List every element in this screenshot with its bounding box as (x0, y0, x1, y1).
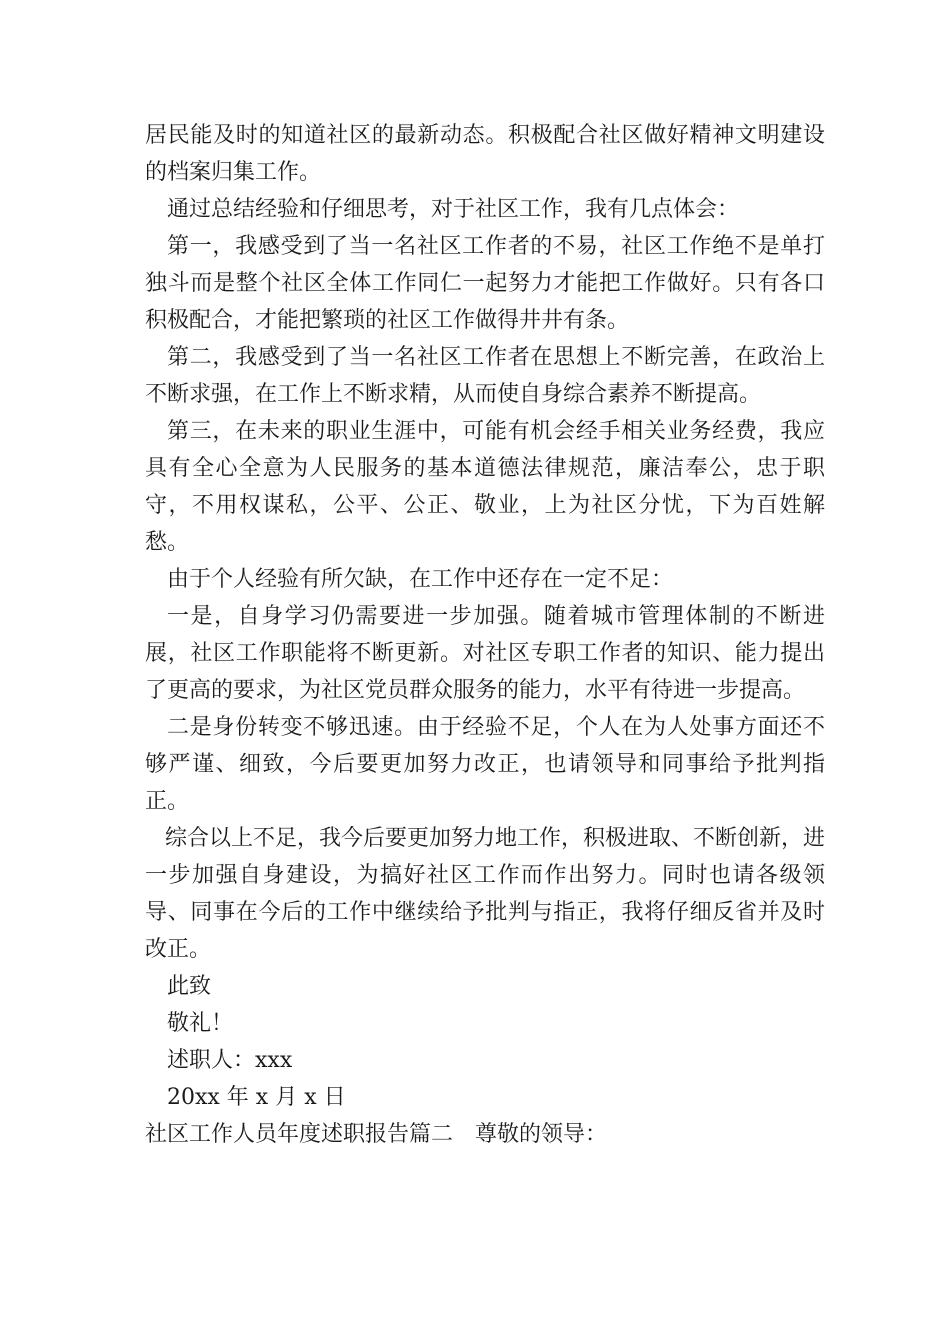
date-line: 20xx 年 x 月 x 日 (167, 1085, 346, 1110)
paragraph-shortcoming-two: 二是身份转变不够迅速。由于经验不足，个人在为人处事方面还不够严谨、细致，今后要更加努力改正，也请领导和同事给予批判指正。 (145, 715, 825, 814)
paragraph-shortcoming-one: 一是，自身学习仍需要进一步加强。随着城市管理体制的不断进展，社区工作职能将不断更新。对社区专职工作者的知识、能力提出了更高的要求，为社区党员群众服务的能力，水平有待进一步提高。 (145, 604, 825, 703)
paragraph-reflection-intro: 通过总结经验和仔细思考，对于社区工作，我有几点体会： (167, 197, 740, 222)
signature-line: 述职人：xxx (167, 1048, 293, 1073)
paragraph-point-two: 第二，我感受到了当一名社区工作者在思想上不断完善，在政治上不断求强，在工作上不断求精，从而使自身综合素养不断提高。 (145, 345, 825, 407)
paragraph-point-three: 第三，在未来的职业生涯中，可能有机会经手相关业务经费，我应具有全心全意为人民服务的基本道德法律规范，廉洁奉公，忠于职守，不用权谋私，公平、公正、敬业，上为社区分忧，下为百姓解愁。 (145, 419, 825, 555)
closing-respect: 敬礼！ (167, 1011, 234, 1036)
paragraph-point-one: 第一，我感受到了当一名社区工作者的不易，社区工作绝不是单打独斗而是整个社区全体工作同仁一起努力才能把工作做好。只有各口积极配合，才能把繁琐的社区工作做得井井有条。 (145, 234, 825, 333)
paragraph-shortcomings-intro: 由于个人经验有所欠缺，在工作中还存在一定不足： (167, 567, 674, 592)
paragraph-summary: 综合以上不足，我今后要更加努力地工作，积极进取、不断创新，进一步加强自身建设，为搞好社区工作而作出努力。同时也请各级领导、同事在今后的工作中继续给予批判与指正，我将仔细反省并及时改正。 (145, 826, 826, 962)
document-body (145, 117, 825, 1153)
paragraph-archive-work: 居民能及时的知道社区的最新动态。积极配合社区做好精神文明建设的档案归集工作。 (145, 123, 825, 185)
closing-salutation: 此致 (167, 974, 212, 999)
next-section-heading: 社区工作人员年度述职报告篇二 尊敬的领导： (145, 1122, 608, 1147)
